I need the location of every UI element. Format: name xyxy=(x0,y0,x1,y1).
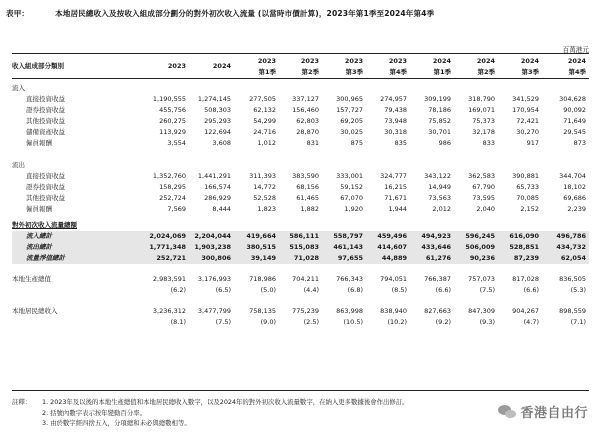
growth-cell: (10.2) xyxy=(387,318,407,326)
value-cell: 2,152 xyxy=(520,205,539,213)
note-item: 2. 括號內數字表示按年變動百分率。 xyxy=(42,408,146,417)
empty-cell xyxy=(137,220,189,231)
value-cell: 30,025 xyxy=(340,128,363,136)
value-cell: 775,239 xyxy=(292,307,319,315)
empty-cell xyxy=(410,82,454,94)
row-label: 流入總計 xyxy=(12,231,137,242)
table-title-text: 本地居民總收入及按收入組成部分劃分的對外初次收入流量 (以當時市價計算)，2023年第1季至2024年第4季 xyxy=(55,9,435,18)
value-cell: 14,772 xyxy=(253,183,276,191)
value-cell: 29,545 xyxy=(563,128,586,136)
value-cell: 383,590 xyxy=(292,172,319,180)
outflow-row xyxy=(12,171,589,182)
value-cell: 2,204,044 xyxy=(189,231,234,242)
header-quarter: 第1季 xyxy=(433,68,451,76)
empty-cell xyxy=(189,159,234,171)
value-cell: 434,732 xyxy=(542,242,589,253)
value-cell: 433,646 xyxy=(410,242,454,253)
value-cell: 71,028 xyxy=(279,253,322,264)
wechat-logo-icon xyxy=(498,405,516,419)
inflow-section-label: 流入 xyxy=(12,84,25,92)
value-cell: 61,465 xyxy=(296,194,319,202)
value-cell: 24,716 xyxy=(253,128,276,136)
empty-cell xyxy=(234,82,279,94)
value-cell: 2,983,591 xyxy=(152,275,186,283)
header-quarter: 第4季 xyxy=(568,68,586,76)
note-item: 1. 2023年及以後的本地生產總值和本地居民總收入數字，以及2024年的對外初次收入流量數字，在納入更多數據後會作出修訂。 xyxy=(42,398,409,406)
notes xyxy=(12,397,409,429)
value-cell: 300,965 xyxy=(336,95,363,103)
empty-cell xyxy=(366,220,410,231)
empty-cell xyxy=(322,82,366,94)
value-cell: 62,803 xyxy=(296,117,319,125)
value-cell: 311,393 xyxy=(249,172,276,180)
notes-label-spacer xyxy=(12,408,42,419)
header-quarter: 第1季 xyxy=(258,68,276,76)
value-cell: 274,957 xyxy=(380,95,407,103)
value-cell: 831 xyxy=(306,139,319,147)
value-cell: 169,071 xyxy=(468,106,495,114)
value-cell: 166,574 xyxy=(204,183,231,191)
value-cell: 157,727 xyxy=(336,106,363,114)
value-cell: 3,477,799 xyxy=(197,307,231,315)
empty-cell xyxy=(322,159,366,171)
note-item: 3. 由於數字經四捨五入，分項總和未必與總數相等。 xyxy=(42,419,191,427)
row-label: 直接投資收益 xyxy=(26,95,65,103)
value-cell: 304,628 xyxy=(559,95,586,103)
value-cell: 1,012 xyxy=(257,139,276,147)
row-label: 本地居民總收入 xyxy=(12,307,58,315)
empty-cell xyxy=(279,82,322,94)
value-cell: 61,276 xyxy=(410,253,454,264)
row-label: 流出總計 xyxy=(12,242,137,253)
value-cell: 2,024,069 xyxy=(137,231,189,242)
empty-cell xyxy=(498,220,542,231)
value-cell: 71,649 xyxy=(563,117,586,125)
value-cell: 838,940 xyxy=(380,307,407,315)
value-cell: 515,083 xyxy=(279,242,322,253)
empty-cell xyxy=(454,159,498,171)
header-year: 2024 xyxy=(520,57,539,65)
value-cell: 586,111 xyxy=(279,231,322,242)
value-cell: 69,686 xyxy=(563,194,586,202)
note-row xyxy=(12,408,409,419)
value-cell: 917 xyxy=(526,139,539,147)
value-cell: 1,352,760 xyxy=(152,172,186,180)
value-cell: 847,309 xyxy=(468,307,495,315)
value-cell: 39,149 xyxy=(234,253,279,264)
value-cell: 8,444 xyxy=(212,205,231,213)
empty-cell xyxy=(234,159,279,171)
row-label: 證券投資收益 xyxy=(26,183,65,191)
value-cell: 156,460 xyxy=(292,106,319,114)
inflow-row xyxy=(12,94,589,105)
empty-cell xyxy=(189,220,234,231)
header-year: 2023 xyxy=(388,57,407,65)
value-cell: 898,559 xyxy=(559,307,586,315)
value-cell: 558,797 xyxy=(322,231,366,242)
income-table xyxy=(12,55,589,328)
row-label: 其他投資收益 xyxy=(26,194,65,202)
value-cell: 90,236 xyxy=(454,253,498,264)
header-category-label: 收入組成部分類別 xyxy=(12,62,64,70)
primary-row xyxy=(12,253,589,264)
value-cell: 71,671 xyxy=(384,194,407,202)
value-cell: 1,274,145 xyxy=(197,95,231,103)
value-cell: 73,563 xyxy=(428,194,451,202)
inflow-row xyxy=(12,127,589,138)
value-cell: 1,441,291 xyxy=(197,172,231,180)
value-cell: 835 xyxy=(394,139,407,147)
value-cell: 704,211 xyxy=(292,275,319,283)
value-cell: 122,694 xyxy=(204,128,231,136)
table-body xyxy=(12,77,589,328)
row-label: 證券投資收益 xyxy=(26,106,65,114)
value-cell: 7,569 xyxy=(167,205,186,213)
value-cell: 986 xyxy=(438,139,451,147)
outflow-row xyxy=(12,204,589,215)
value-cell: 3,176,993 xyxy=(197,275,231,283)
value-cell: 455,756 xyxy=(159,106,186,114)
value-cell: 836,505 xyxy=(559,275,586,283)
growth-cell: (5.3) xyxy=(570,286,586,294)
outflow-section xyxy=(12,159,589,171)
header-quarter: 第4季 xyxy=(389,68,407,76)
value-cell: 528,851 xyxy=(498,242,542,253)
unit-label: 百萬港元 xyxy=(562,46,589,54)
value-cell: 79,438 xyxy=(384,106,407,114)
growth-cell: (6.6) xyxy=(435,286,451,294)
value-cell: 1,882 xyxy=(300,205,319,213)
growth-cell: (7.5) xyxy=(215,318,231,326)
growth-cell: (2.5) xyxy=(303,318,319,326)
row-label: 本地生產總值 xyxy=(12,275,51,283)
value-cell: 30,318 xyxy=(384,128,407,136)
value-cell: 863,998 xyxy=(336,307,363,315)
value-cell: 827,663 xyxy=(424,307,451,315)
value-cell: 59,152 xyxy=(340,183,363,191)
empty-cell xyxy=(498,159,542,171)
value-cell: 414,607 xyxy=(366,242,410,253)
value-cell: 333,001 xyxy=(336,172,363,180)
value-cell: 459,496 xyxy=(366,231,410,242)
value-cell: 97,655 xyxy=(322,253,366,264)
value-cell: 2,239 xyxy=(567,205,586,213)
value-cell: 67,070 xyxy=(340,194,363,202)
empty-cell xyxy=(454,82,498,94)
value-cell: 1,903,238 xyxy=(189,242,234,253)
growth-cell: (7.1) xyxy=(570,318,586,326)
value-cell: 72,421 xyxy=(516,117,539,125)
value-cell: 16,215 xyxy=(384,183,407,191)
header-year: 2024 xyxy=(432,57,451,65)
empty-cell xyxy=(12,317,137,328)
row-label: 僱員報酬 xyxy=(26,205,52,213)
value-cell: 62,132 xyxy=(253,106,276,114)
growth-cell: (6.8) xyxy=(347,286,363,294)
value-cell: 277,505 xyxy=(249,95,276,103)
value-cell: 3,554 xyxy=(167,139,186,147)
header-quarter: 第3季 xyxy=(521,68,539,76)
value-cell: 252,721 xyxy=(137,253,189,264)
value-cell: 508,303 xyxy=(204,106,231,114)
value-cell: 344,704 xyxy=(559,172,586,180)
value-cell: 75,373 xyxy=(472,117,495,125)
growth-cell: (8.1) xyxy=(170,318,186,326)
empty-cell xyxy=(189,82,234,94)
value-cell: 1,944 xyxy=(388,205,407,213)
value-cell: 718,986 xyxy=(249,275,276,283)
value-cell: 65,733 xyxy=(516,183,539,191)
growth-cell: (9.3) xyxy=(479,318,495,326)
value-cell: 69,205 xyxy=(340,117,363,125)
header-year: 2024 xyxy=(476,57,495,65)
value-cell: 337,127 xyxy=(292,95,319,103)
value-cell: 2,012 xyxy=(432,205,451,213)
outflow-row xyxy=(12,193,589,204)
value-cell: 252,724 xyxy=(159,194,186,202)
outflow-section-label: 流出 xyxy=(12,161,25,169)
row-label: 流量淨值總計 xyxy=(12,253,137,264)
value-cell: 30,270 xyxy=(516,128,539,136)
value-cell: 67,790 xyxy=(472,183,495,191)
value-cell: 817,028 xyxy=(512,275,539,283)
value-cell: 62,054 xyxy=(542,253,589,264)
empty-cell xyxy=(498,82,542,94)
value-cell: 260,275 xyxy=(159,117,186,125)
value-cell: 419,664 xyxy=(234,231,279,242)
header-year: 2024 xyxy=(212,62,231,70)
growth-cell: (4.4) xyxy=(303,286,319,294)
header-quarter: 第2季 xyxy=(477,68,495,76)
value-cell: 616,090 xyxy=(498,231,542,242)
value-cell: 461,143 xyxy=(322,242,366,253)
note-row xyxy=(12,397,409,408)
value-cell: 30,701 xyxy=(428,128,451,136)
header-quarter: 第3季 xyxy=(345,68,363,76)
header-quarter: 第2季 xyxy=(301,68,319,76)
note-row xyxy=(12,418,409,429)
header-year: 2023 xyxy=(167,62,186,70)
value-cell: 506,009 xyxy=(454,242,498,253)
value-cell: 18,102 xyxy=(563,183,586,191)
empty-cell xyxy=(279,220,322,231)
header-year: 2023 xyxy=(344,57,363,65)
table-title-label: 表甲： xyxy=(6,9,30,18)
value-cell: 309,199 xyxy=(424,95,451,103)
value-cell: 324,777 xyxy=(380,172,407,180)
empty-cell xyxy=(366,159,410,171)
header-year: 2024 xyxy=(567,57,586,65)
growth-cell: (6.5) xyxy=(215,286,231,294)
value-cell: 596,245 xyxy=(454,231,498,242)
value-cell: 318,790 xyxy=(468,95,495,103)
row-label: 其他投資收益 xyxy=(26,117,65,125)
value-cell: 70,085 xyxy=(516,194,539,202)
value-cell: 73,595 xyxy=(472,194,495,202)
value-cell: 3,236,312 xyxy=(152,307,186,315)
row-label: 儲備資產收益 xyxy=(26,128,65,136)
value-cell: 90,092 xyxy=(563,106,586,114)
outflow-row xyxy=(12,182,589,193)
notes-label: 註釋： xyxy=(12,398,32,406)
empty-cell xyxy=(542,159,589,171)
value-cell: 757,073 xyxy=(468,275,495,283)
value-cell: 766,387 xyxy=(424,275,451,283)
watermark-text: 香港自由行 xyxy=(520,406,588,421)
value-cell: 1,190,555 xyxy=(152,95,186,103)
empty-cell xyxy=(234,220,279,231)
value-cell: 32,178 xyxy=(472,128,495,136)
growth-cell: (5.0) xyxy=(260,286,276,294)
value-cell: 1,771,348 xyxy=(137,242,189,253)
empty-cell xyxy=(542,82,589,94)
empty-cell xyxy=(279,159,322,171)
value-cell: 73,948 xyxy=(384,117,407,125)
value-cell: 54,299 xyxy=(253,117,276,125)
value-cell: 14,949 xyxy=(428,183,451,191)
value-cell: 78,186 xyxy=(428,106,451,114)
gdp-growth-row xyxy=(12,285,589,296)
growth-cell: (6.2) xyxy=(170,286,186,294)
gdp-row xyxy=(12,274,589,285)
growth-cell: (4.7) xyxy=(523,318,539,326)
row-label: 僱員報酬 xyxy=(26,139,52,147)
value-cell: 875 xyxy=(350,139,363,147)
value-cell: 28,870 xyxy=(296,128,319,136)
value-cell: 496,786 xyxy=(542,231,589,242)
value-cell: 794,051 xyxy=(380,275,407,283)
empty-cell xyxy=(366,82,410,94)
empty-cell xyxy=(137,82,189,94)
empty-cell xyxy=(454,220,498,231)
value-cell: 380,515 xyxy=(234,242,279,253)
rule-bottom xyxy=(12,390,589,391)
value-cell: 44,889 xyxy=(366,253,410,264)
table-title xyxy=(6,8,434,19)
primary-section xyxy=(12,220,589,231)
header-year: 2023 xyxy=(257,57,276,65)
value-cell: 87,239 xyxy=(498,253,542,264)
value-cell: 52,528 xyxy=(253,194,276,202)
growth-cell: (10.5) xyxy=(343,318,363,326)
gni-row xyxy=(12,306,589,317)
value-cell: 295,293 xyxy=(204,117,231,125)
value-cell: 1,823 xyxy=(257,205,276,213)
value-cell: 494,923 xyxy=(410,231,454,242)
empty-cell xyxy=(410,159,454,171)
primary-row xyxy=(12,242,589,253)
value-cell: 766,343 xyxy=(336,275,363,283)
watermark xyxy=(498,402,588,421)
row-label: 直接投資收益 xyxy=(26,172,65,180)
value-cell: 343,122 xyxy=(424,172,451,180)
value-cell: 3,608 xyxy=(212,139,231,147)
value-cell: 904,267 xyxy=(512,307,539,315)
empty-cell xyxy=(322,220,366,231)
value-cell: 2,040 xyxy=(476,205,495,213)
primary-section-label: 對外初次收入流量總額 xyxy=(12,221,77,229)
gni-growth-row xyxy=(12,317,589,328)
value-cell: 341,529 xyxy=(512,95,539,103)
header-year: 2023 xyxy=(300,57,319,65)
value-cell: 833 xyxy=(482,139,495,147)
value-cell: 170,954 xyxy=(512,106,539,114)
value-cell: 300,806 xyxy=(189,253,234,264)
empty-cell xyxy=(542,220,589,231)
inflow-row xyxy=(12,105,589,116)
inflow-row xyxy=(12,138,589,149)
empty-cell xyxy=(12,285,137,296)
value-cell: 873 xyxy=(573,139,586,147)
value-cell: 1,920 xyxy=(344,205,363,213)
value-cell: 113,929 xyxy=(159,128,186,136)
growth-cell: (7.5) xyxy=(479,286,495,294)
value-cell: 68,156 xyxy=(296,183,319,191)
empty-cell xyxy=(410,220,454,231)
empty-cell xyxy=(137,159,189,171)
value-cell: 362,583 xyxy=(468,172,495,180)
inflow-row xyxy=(12,116,589,127)
growth-cell: (9.0) xyxy=(260,318,276,326)
growth-cell: (6.6) xyxy=(523,286,539,294)
growth-cell: (8.5) xyxy=(391,286,407,294)
primary-row xyxy=(12,231,589,242)
value-cell: 158,295 xyxy=(159,183,186,191)
notes-label-spacer xyxy=(12,418,42,429)
value-cell: 286,929 xyxy=(204,194,231,202)
growth-cell: (9.2) xyxy=(435,318,451,326)
inflow-section xyxy=(12,82,589,94)
value-cell: 758,135 xyxy=(249,307,276,315)
value-cell: 75,852 xyxy=(428,117,451,125)
rule-top xyxy=(12,53,589,54)
value-cell: 390,881 xyxy=(512,172,539,180)
